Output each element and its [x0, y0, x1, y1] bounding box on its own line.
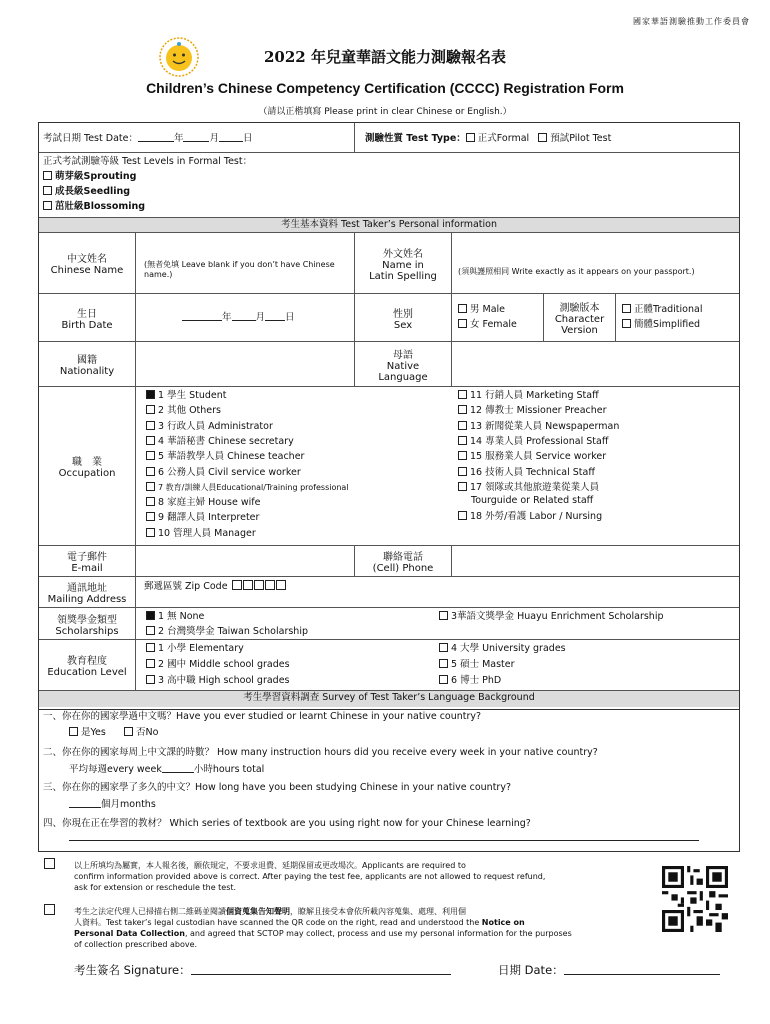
scholarship-checkbox-none[interactable]: [146, 611, 155, 620]
occupation-checkbox-12[interactable]: [458, 405, 467, 414]
test-date-day-field[interactable]: [219, 133, 243, 142]
level-sprouting-checkbox[interactable]: [43, 171, 52, 180]
occupation-checkbox-6[interactable]: [146, 467, 155, 476]
scholarship-checkbox-huayu[interactable]: [439, 611, 448, 620]
birth-month-field[interactable]: [232, 312, 256, 321]
education-checkbox-1[interactable]: [146, 643, 155, 652]
name-row: 中文姓名 Chinese Name (無者免填 Leave blank if you don’t have Chinese name.) 外文姓名 Name in Latin Spelling (須與護照相同 Write exactly as it appears on your passport.): [39, 233, 739, 294]
occupation-label: 13 新聞從業人員 Newspaperman: [470, 420, 620, 432]
test-date-year-field[interactable]: [138, 133, 174, 142]
qr-code-icon[interactable]: [662, 866, 728, 932]
form-title-zh: 2022 年兒童華語文能力測驗報名表: [264, 48, 506, 66]
birth-year-field[interactable]: [182, 312, 222, 321]
scholarship-checkbox-taiwan[interactable]: [146, 626, 155, 635]
occupation-checkbox-3[interactable]: [146, 421, 155, 430]
occupation-checkbox-18[interactable]: [458, 511, 467, 520]
occupation-label: 9 翻譯人員 Interpreter: [158, 512, 260, 524]
female-checkbox[interactable]: [458, 319, 467, 328]
education-checkbox-5[interactable]: [439, 659, 448, 668]
education-checkbox-6[interactable]: [439, 675, 448, 684]
signature-field[interactable]: [191, 963, 451, 975]
date-field[interactable]: [564, 963, 720, 975]
formal-checkbox[interactable]: [466, 133, 475, 142]
occupation-label: 16 技術人員 Technical Staff: [470, 466, 595, 478]
occupation-checkbox-9[interactable]: [146, 512, 155, 521]
pilot-checkbox[interactable]: [538, 133, 547, 142]
occupation-checkbox-2[interactable]: [146, 405, 155, 414]
occupation-checkbox-15[interactable]: [458, 451, 467, 460]
occupation-label: 4 華語秘書 Chinese secretary: [158, 435, 294, 447]
survey-section: 一、你在你的國家學過中文嗎？Have you ever studied or learnt Chinese in your native country? 是Yes 否No 二、你在你的國家每周上中文課的時數？ How many instruction hours did you receive every week in your native country? 平均每週every week 小時hours total 三、你在你的國家學了多久的中文？How long have you been studying Chinese in your native country? 個月months 四、你現在正在學習的教材？ Which series of textbook are you using right now for your Chinese learning?: [38, 706, 740, 852]
occupation-label: 17 領隊或其他旅遊業從業人員: [470, 481, 600, 493]
occupation-label: 7 教育/訓練人員Educational/Training professional: [158, 482, 349, 492]
survey-q3: 三、你在你的國家學了多久的中文？How long have you been studying Chinese in your native country?: [43, 782, 511, 793]
zip-code-label: 郵遞區號 Zip Code: [144, 581, 228, 592]
occupation-checkbox-7[interactable]: [146, 482, 155, 491]
test-date-label: 考試日期 Test Date：: [43, 133, 138, 144]
occupation-label: 10 管理人員 Manager: [158, 527, 256, 539]
occupation-checkbox-1[interactable]: [146, 390, 155, 399]
occupation-label: 3 行政人員 Administrator: [158, 420, 273, 432]
survey-q2: 二、你在你的國家每周上中文課的時數？ How many instruction hours did you receive every week in your native country?: [43, 747, 598, 758]
occupation-label: 15 服務業人員 Service worker: [470, 451, 607, 463]
q1-yes-checkbox[interactable]: [69, 727, 78, 736]
zip-box[interactable]: [276, 580, 286, 590]
registration-form: [38, 122, 740, 710]
textbook-field[interactable]: [69, 832, 699, 841]
phone-field[interactable]: [452, 546, 739, 576]
survey-header: 考生學習資料調查 Survey of Test Taker’s Language Background: [39, 691, 739, 707]
nationality-row: 國籍 Nationality 母語 Native Language: [39, 342, 739, 387]
q1-no-checkbox[interactable]: [124, 727, 133, 736]
occupation-checkbox-17[interactable]: [458, 482, 467, 491]
survey-q1: 一、你在你的國家學過中文嗎？Have you ever studied or learnt Chinese in your native country?: [43, 711, 482, 722]
agreement-2-text: 考生之法定代理人已掃描右側二維碼並閱讀個資蒐集告知聲明，瞭解且接受本會依所載內容蒐集、處理、利用個 人資料。Test taker’s legal custodian have scanned the QR code on the right, read and understood the Notice on Personal Data Collection, and agreed that SCTOP may collect, process and use my personal information for the purposes of collection prescribed above.: [74, 907, 572, 949]
native-language-field[interactable]: [452, 342, 739, 386]
occupation-label: 5 華語教學人員 Chinese teacher: [158, 451, 305, 463]
survey-q4: 四、你現在正在學習的教材？ Which series of textbook are you using right now for your Chinese learning?: [43, 818, 531, 829]
zip-box[interactable]: [254, 580, 264, 590]
test-date-month-field[interactable]: [183, 133, 209, 142]
address-field[interactable]: [136, 577, 739, 607]
occupation-label: 11 行銷人員 Marketing Staff: [470, 390, 599, 401]
male-checkbox[interactable]: [458, 304, 467, 313]
email-field[interactable]: [136, 546, 355, 576]
level-seedling-checkbox[interactable]: [43, 186, 52, 195]
occupation-17-continued: Tourguide or Related staff: [471, 495, 594, 506]
zip-box[interactable]: [265, 580, 275, 590]
zip-box[interactable]: [243, 580, 253, 590]
email-row: 電子郵件 E-mail 聯絡電話 (Cell) Phone: [39, 546, 739, 577]
levels-row: 正式考試測驗等級 Test Levels in Formal Test： 萌芽級Sprouting 成長級Seedling 茁壯級Blossoming: [39, 153, 739, 218]
occupation-checkbox-10[interactable]: [146, 528, 155, 537]
form-title-en: Children’s Chinese Competency Certification (CCCC) Registration Form: [146, 80, 624, 96]
agreement-1-text: 以上所填均為屬實，本人報名後，願依規定，不要求退費、延期保留或更改場次。Applicants are required to confirm information provided above is correct. After paying the test fee, applicants are not allowed to request refund, ask for extension or reschedule the test.: [74, 861, 546, 892]
occupation-row: 職 業 Occupation 1 學生 Student 2 其他 Others 3 行政人員 Administrator 4 華語秘書 Chinese secretary 5 華語教學人員 Chinese teacher 6 公務人員 Civil service worker 7 教育/訓練人員Educational/Training professional 8 家庭主婦 House wife 9 翻譯人員 Interpreter 10 管理人員 Manager 11 行銷人員 Marketing Staff 12 傳教士 Missioner Preacher 13 新聞從業人員 Newspaperman 14 專業人員 Professional Staff 15 服務業人員 Service worker 16 技術人員 Technical Staff 17 領隊或其他旅遊業從業人員 Tourguide or Related staff 18 外勞/看護 Labor / Nursing: [39, 387, 739, 546]
education-checkbox-2[interactable]: [146, 659, 155, 668]
simplified-checkbox[interactable]: [622, 319, 631, 328]
traditional-checkbox[interactable]: [622, 304, 631, 313]
occupation-checkbox-16[interactable]: [458, 467, 467, 476]
occupation-checkbox-13[interactable]: [458, 421, 467, 430]
occupation-checkbox-5[interactable]: [146, 451, 155, 460]
latin-name-field[interactable]: (須與護照相同 Write exactly as it appears on your passport.): [458, 267, 695, 276]
scholarship-row: 領獎學金類型 Scholarships 1 無 None 2 台灣獎學金 Taiwan Scholarship 3華語文獎學金 Huayu Enrichment Scholarship: [39, 608, 739, 640]
occupation-label: 2 其他 Others: [158, 405, 222, 417]
months-field[interactable]: [69, 799, 101, 808]
occupation-label: 8 家庭主婦 House wife: [158, 497, 261, 509]
occupation-label: 1 學生 Student: [158, 390, 227, 401]
level-blossoming-checkbox[interactable]: [43, 201, 52, 210]
education-checkbox-4[interactable]: [439, 643, 448, 652]
hours-field[interactable]: [162, 764, 194, 773]
form-subtitle: （請以正楷填寫 Please print in clear Chinese or English.）: [258, 107, 512, 117]
address-row: 通訊地址 Mailing Address 郵遞區號 Zip Code: [39, 577, 739, 608]
education-checkbox-3[interactable]: [146, 675, 155, 684]
chinese-name-field[interactable]: (無者免填 Leave blank if you don’t have Chinese name.): [136, 233, 355, 293]
occupation-checkbox-8[interactable]: [146, 497, 155, 506]
birth-row: 生日 Birth Date 年 月 日 性別 Sex 男 Male 女 Female 測驗版本 Character Version 正體Traditional 簡體Simplified: [39, 294, 739, 342]
levels-label: 正式考試測驗等級 Test Levels in Formal Test：: [43, 156, 253, 167]
birth-day-field[interactable]: [265, 312, 285, 321]
occupation-checkbox-14[interactable]: [458, 436, 467, 445]
agreement-2-checkbox[interactable]: [44, 904, 55, 915]
occupation-label: 14 專業人員 Professional Staff: [470, 435, 609, 447]
occupation-label: 6 公務人員 Civil service worker: [158, 466, 301, 478]
organization-name: 國家華語測驗推動工作委員會: [633, 17, 750, 26]
test-type-label: 測驗性質 Test Type：: [365, 133, 466, 144]
occupation-checkbox-11[interactable]: [458, 390, 467, 399]
date-label: 日期 Date：: [498, 963, 564, 977]
occupation-label: 12 傳教士 Missioner Preacher: [470, 405, 607, 417]
occupation-checkbox-4[interactable]: [146, 436, 155, 445]
nationality-field[interactable]: [136, 342, 355, 386]
agreement-1-checkbox[interactable]: [44, 858, 55, 869]
signature-label: 考生簽名 Signature：: [74, 963, 191, 977]
zip-box[interactable]: [232, 580, 242, 590]
personal-info-header: 考生基本資料 Test Taker’s Personal information: [39, 218, 739, 233]
test-date-row: 考試日期 Test Date： 年 月 日 測驗性質 Test Type： 正式Formal 預試Pilot Test: [39, 123, 739, 153]
education-row: 教育程度 Education Level 1 小學 Elementary 2 國中 Middle school grades 3 高中職 High school grades 4 大學 University grades 5 碩士 Master 6 博士 PhD: [39, 640, 739, 691]
